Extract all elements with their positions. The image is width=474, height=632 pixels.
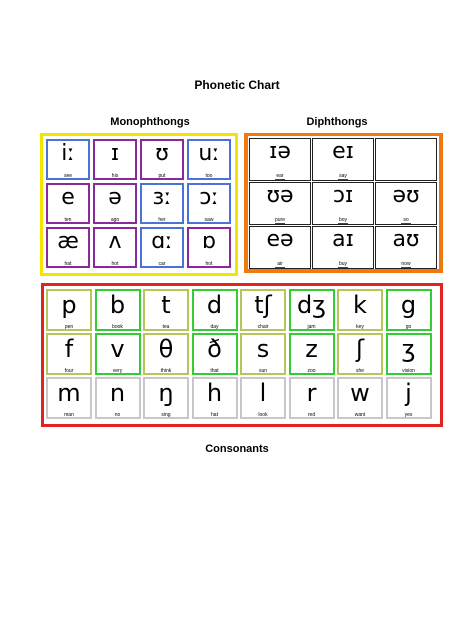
consonant-cell: [337, 377, 383, 419]
monophthong-cell: [93, 139, 137, 180]
monophthong-symbol: ɒ: [202, 229, 216, 254]
monophthong-example-word: ago: [95, 218, 135, 223]
consonant-example-word: think: [145, 369, 187, 374]
monophthong-symbol: æ: [57, 229, 79, 254]
consonant-example-word: very: [97, 369, 139, 374]
monophthong-symbol: iː: [61, 141, 75, 166]
monophthongs-heading: Monophthongs: [110, 116, 190, 128]
page-title: Phonetic Chart: [194, 78, 280, 92]
monophthong-symbol: ɪ: [110, 141, 120, 166]
consonant-cell: [95, 289, 141, 331]
monophthong-cell: [46, 139, 90, 180]
consonant-cell: [289, 289, 335, 331]
diphthong-example-word: boy: [313, 218, 373, 223]
consonant-symbol: ʒ: [401, 335, 416, 363]
monophthong-cell: [187, 227, 231, 268]
consonant-cell: [337, 289, 383, 331]
diphthong-symbol: aɪ: [332, 227, 354, 252]
monophthong-symbol: ɜː: [152, 185, 172, 210]
consonant-symbol: θ: [158, 335, 174, 363]
consonant-example-word: red: [291, 413, 333, 418]
consonant-cell: [289, 333, 335, 375]
consonant-example-word: pen: [48, 325, 90, 330]
consonant-symbol: d: [206, 291, 223, 319]
consonant-symbol: tʃ: [254, 291, 272, 319]
monophthong-symbol: ʌ: [108, 229, 122, 254]
consonant-example-word: sing: [145, 413, 187, 418]
consonant-symbol: dʒ: [296, 291, 327, 319]
consonant-example-word: key: [339, 325, 381, 330]
consonant-cell: [143, 333, 189, 375]
consonant-cell: [46, 333, 92, 375]
monophthong-symbol: ə: [108, 185, 122, 210]
diphthong-cell: [249, 138, 311, 181]
consonant-cell: [46, 289, 92, 331]
consonant-example-word: day: [194, 325, 236, 330]
consonant-example-word: four: [48, 369, 90, 374]
diphthong-example-word: say: [313, 174, 373, 179]
consonant-cell: [240, 289, 286, 331]
monophthong-symbol: ʊ: [155, 141, 169, 166]
monophthong-cell: [140, 183, 184, 224]
consonant-cell: [240, 333, 286, 375]
monophthong-cell: [46, 183, 90, 224]
consonant-symbol: t: [161, 291, 171, 319]
consonant-example-word: hat: [194, 413, 236, 418]
consonant-example-word: jam: [291, 325, 333, 330]
diphthong-example-word: buy: [313, 262, 373, 267]
consonant-cell: [143, 377, 189, 419]
monophthong-cell: [140, 139, 184, 180]
consonant-example-word: no: [97, 413, 139, 418]
monophthong-example-word: put: [142, 174, 182, 179]
consonant-example-word: vision: [388, 369, 430, 374]
monophthong-cell: [46, 227, 90, 268]
diphthong-symbol: ɪə: [269, 139, 291, 164]
diphthong-example-word: so: [376, 218, 436, 223]
diphthong-cell: [312, 226, 374, 269]
consonant-symbol: m: [57, 379, 81, 407]
consonant-cell: [143, 289, 189, 331]
consonant-example-word: yes: [388, 413, 430, 418]
monophthong-example-word: her: [142, 218, 182, 223]
consonant-symbol: r: [306, 379, 317, 407]
consonant-example-word: want: [339, 413, 381, 418]
monophthong-symbol: uː: [198, 141, 220, 166]
consonant-symbol: ð: [207, 335, 222, 363]
consonant-symbol: s: [256, 335, 270, 363]
consonant-symbol: ʃ: [355, 335, 365, 363]
consonant-symbol: v: [110, 335, 125, 363]
monophthong-symbol: ɑː: [151, 229, 173, 254]
consonant-cell: [192, 377, 238, 419]
consonant-symbol: j: [405, 379, 412, 407]
consonant-cell: [240, 377, 286, 419]
monophthong-cell: [140, 227, 184, 268]
monophthong-example-word: ten: [48, 218, 88, 223]
monophthong-example-word: hot: [189, 262, 229, 267]
diphthong-cell: [249, 226, 311, 269]
monophthong-example-word: hot: [95, 262, 135, 267]
consonant-example-word: sun: [242, 369, 284, 374]
consonant-cell: [95, 377, 141, 419]
diphthong-symbol: eə: [266, 227, 294, 252]
monophthong-symbol: ɔː: [199, 185, 219, 210]
consonant-example-word: that: [194, 369, 236, 374]
monophthong-example-word: car: [142, 262, 182, 267]
consonant-cell: [386, 377, 432, 419]
consonant-symbol: k: [353, 291, 367, 319]
diphthong-empty-cell: [375, 138, 437, 181]
diphthong-cell: [312, 138, 374, 181]
consonant-symbol: p: [61, 291, 77, 319]
monophthong-example-word: hat: [48, 262, 88, 267]
diphthong-symbol: aʊ: [392, 227, 420, 252]
consonant-cell: [337, 333, 383, 375]
diphthong-example-word: air: [250, 262, 310, 267]
consonant-example-word: zoo: [291, 369, 333, 374]
consonant-cell: [192, 289, 238, 331]
consonant-example-word: she: [339, 369, 381, 374]
monophthong-cell: [93, 183, 137, 224]
diphthong-symbol: eɪ: [332, 139, 354, 164]
monophthong-cell: [93, 227, 137, 268]
consonant-symbol: l: [259, 379, 267, 407]
consonant-example-word: man: [48, 413, 90, 418]
consonant-cell: [192, 333, 238, 375]
monophthong-example-word: saw: [189, 218, 229, 223]
monophthong-cell: [187, 183, 231, 224]
diphthong-cell: [312, 182, 374, 225]
consonant-symbol: z: [305, 335, 318, 363]
monophthong-example-word: too: [189, 174, 229, 179]
consonants-heading: Consonants: [205, 443, 269, 455]
consonant-symbol: h: [206, 379, 223, 407]
consonant-example-word: chair: [242, 325, 284, 330]
consonant-example-word: book: [97, 325, 139, 330]
consonant-example-word: go: [388, 325, 430, 330]
diphthong-example-word: pure: [250, 218, 310, 223]
consonant-symbol: b: [109, 291, 126, 319]
consonant-symbol: g: [400, 291, 417, 319]
consonant-cell: [95, 333, 141, 375]
diphthong-symbol: ɔɪ: [332, 183, 354, 208]
monophthong-example-word: his: [95, 174, 135, 179]
consonant-example-word: tea: [145, 325, 187, 330]
consonant-cell: [386, 333, 432, 375]
monophthong-example-word: see: [48, 174, 88, 179]
diphthong-cell: [375, 226, 437, 269]
consonant-example-word: look: [242, 413, 284, 418]
diphthong-symbol: ʊə: [266, 183, 294, 208]
diphthong-example-word: ear: [250, 174, 310, 179]
diphthong-example-word: now: [376, 262, 436, 267]
monophthong-symbol: e: [61, 185, 75, 210]
consonant-cell: [46, 377, 92, 419]
monophthong-cell: [187, 139, 231, 180]
consonant-symbol: ŋ: [158, 379, 174, 407]
diphthong-cell: [375, 182, 437, 225]
diphthong-cell: [249, 182, 311, 225]
diphthong-symbol: əʊ: [392, 183, 420, 208]
diphthongs-heading: Diphthongs: [306, 116, 368, 128]
consonant-symbol: n: [109, 379, 126, 407]
consonant-cell: [289, 377, 335, 419]
consonant-symbol: w: [350, 379, 370, 407]
consonant-symbol: f: [64, 335, 74, 363]
consonant-cell: [386, 289, 432, 331]
